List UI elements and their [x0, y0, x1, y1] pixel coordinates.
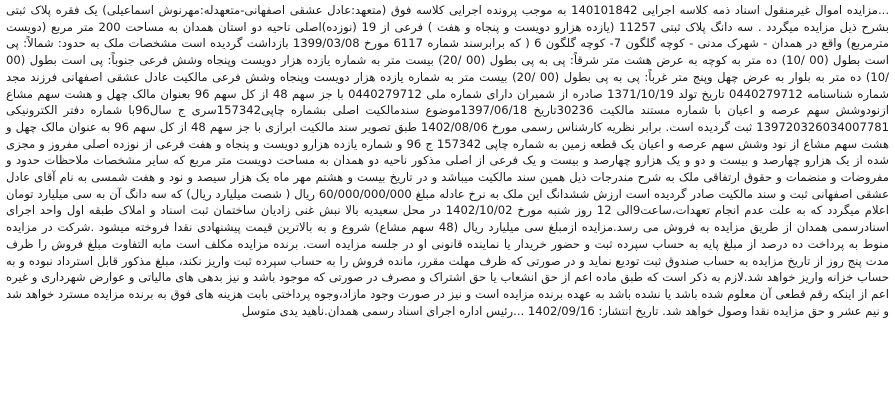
notice-body-text: ...مزایده اموال غیرمنقول اسناد ذمه کلاسه اجرایی 140101842 به موجب پرونده اجرایی کلاسه فوق (متعهد:عادل عشقی اصفهانی-متعهدله:مهرنوش اسماعیلی) یک فقره پلاک ثبتی بشرح ذیل مزایده میگردد . سه دانگ پلاک ثبتی 11257 (یازده هزارو دویست و پنجاه و هفت ) فرعی از 19 (نوزده)اصلی ناحیه دو استان همدان به مساحت 200 متر مربع (دویست مترمربع) واقع در همدان - شهرک مدنی - کوچه گلگون 7- کوچه گلگون 6 ( که برابرسند شماره 6117 مورخ 1399/03/08 بازداشت گردیده است مشخصات ملک به حدود: شمالاً: پی است بطول (00 /10) ده متر به کوچه به عرض هشت متر شرقاً: پی به پی بطول (00 /20) بیست متر به شماره یازده هزار دویست وپنجاه وشش فرعی جنوباً: پی است بطول (00 /10) ده متر به بلوار به عرض چهل وپنج متر غرباً: پی به پی بطول (00 /20) بیست متر به شماره یازده هزار دویست وپنجاه وشش فرعی مالکیت عادل عشقی اصفهانی فرزند مجد شماره شناسنامه 0440279712 تاریخ تولد 1371/10/19 صادره از شمیران دارای شماره ملی 0440279712 با جز سهم 48 از کل سهم 96 بعنوان مالک چهل و هشت سهم مشاع ازنودوشش سهم عرصه و اعیان با شماره مستند مالکیت 30236تاریخ 1397/06/18موضوع سندمالکیت اصلی بشماره چاپی157342سری ج سال96با شماره دفتر الکترونیکی 139720326034007781 ثبت گردیده است. برابر نظریه کارشناس رسمی مورخ 1402/08/06 طبق تصویر سند مالکیت ابرازی با جز سهم 48 از کل سهم 96 به عنوان مالک چهل و هشت سهم مشاع از نود وشش سهم عرصه و اعیان یک قطعه زمین به شماره چاپی 157342 ج 96 و شماره یازده هزارو دویست و پنجاه و هفت فرعی از نوزده اصلی مفروز و مجزی شده از یک هزارو چهارصد و بیست و دو و یک هزارو چهارصد و بیست و یک فرعی از اصلی مذکور ناحیه دو همدان به مساحت دویست متر مربع که سایر مشخصات ملاحظات حدود و مفروضات و منضمات و حقوق ارتفاقی ملک به شرح مندرجات ذیل همین سند مالکیت میباشد و در تاریخ بیست و هشتم مهر ماه یک هزار سیصد و نود و هفت شمسی به نام آقای عادل عشقی اصفهانی ثبت و سند مالکیت صادر گردیده است ارزش ششدانگ این ملک به نرخ عادله مبلغ 60/000/000/000 ریال ( شصت میلیارد ریال) که سه دانگ آن به سی میلیارد تومان اعلام میگردد که به علت عدم انجام تعهدات،ساعت9الی 12 روز شنبه مورخ 1402/10/02 در محل سعیدیه بالا نبش غنی زادیان ساختمان ثبت اسناد و املاک طبقه اول واحد اجرای اسنادرسمی همدان از طریق مزایده به فروش می رسد.مزایده ازمبلغ سی میلیارد ریال (48 سهم مشاع) شروع و به بالاترین قیمت پیشنهادی نقدا فروخته میشود .شرکت در مزایده منوط به پرداخت ده درصد از مبلغ پایه به حساب سپرده ثبت و حضور خریدار یا نماینده قانونی او در جلسه مزایده است. برنده مزایده مکلف است مابه التفاوت مبلغ فروش را ظرف مدت پنج روز از تاریخ مزایده به حساب صندوق ثبت تودیع نماید و در صورتی که ظرف مهلت مقرر، مانده فروش را به حساب سپرده ثبت واریز نکند، مبلغ مذکور قابل استرداد نبوده و به حساب خزانه واریز خواهد شد.لازم به ذکر است که طبق ماده اعم از حق انشعاب یا حق اشتراک و مصرف در صورتی که موجود باشد و نیز بدهی های مالیاتی و عوارض شهرداری و غیره اعم از اینکه رقم قطعی آن معلوم شده باشد یا نشده باشد به عهده برنده مزایده است و نیز در صورت وجود مازاد،وجوه پرداختی بابت هزینه های فوق به برنده مزایده مسترد خواهد شد و نیم عشر و حق مزایده نقدا وصول خواهد شد. تاریخ انتشار: 1402/09/16 ...رئیس اداره اجرای اسناد رسمی همدان.ناهید یدی متوسل: [6, 3, 890, 318]
